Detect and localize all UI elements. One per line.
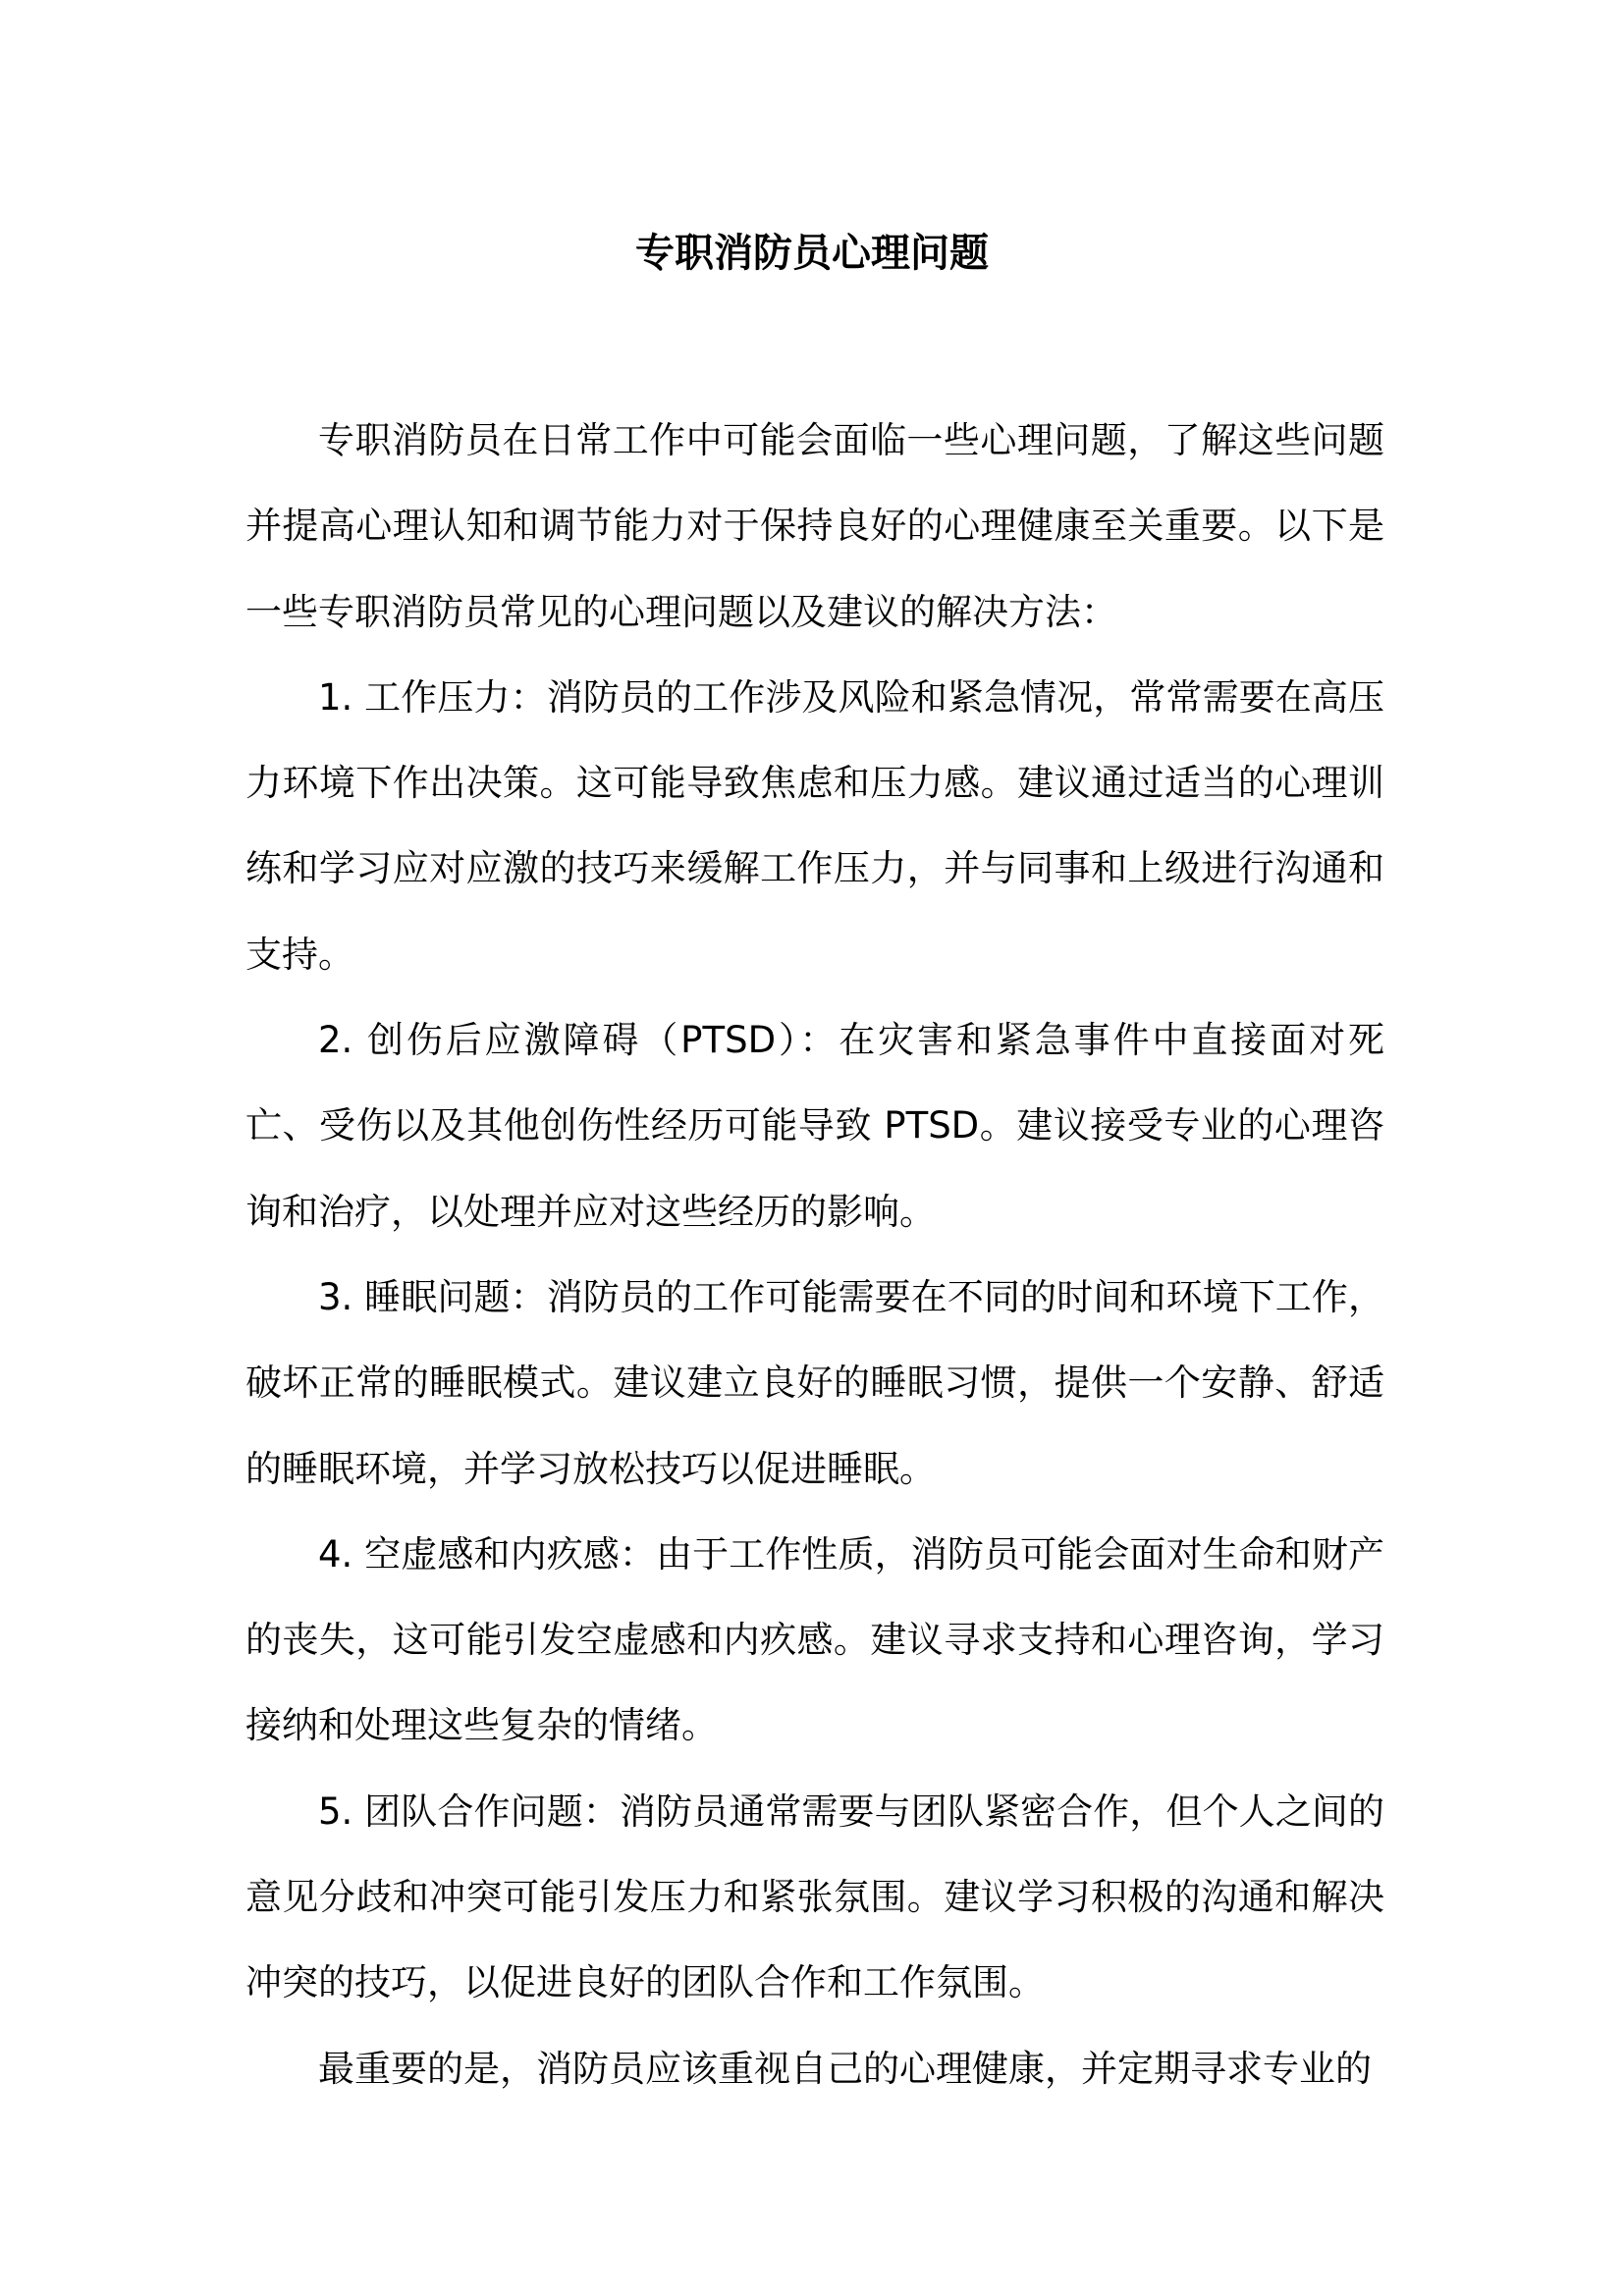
paragraph-item-2: 2. 创伤后应激障碍（PTSD）：在灾害和紧急事件中直接面对死亡、受伤以及其他创伤性经历可能导致 PTSD。建议接受专业的心理咨询和治疗，以处理并应对这些经历的影响。 (245, 1019, 1384, 1233)
paragraph-item-3: 3. 睡眠问题：消防员的工作可能需要在不同的时间和环境下工作，破坏正常的睡眠模式。建议建立良好的睡眠习惯，提供一个安静、舒适的睡眠环境，并学习放松技巧以促进睡眠。 (245, 1275, 1384, 1490)
paragraph-item-4: 4. 空虚感和内疚感：由于工作性质，消防员可能会面对生命和财产的丧失，这可能引发空虚感和内疚感。建议寻求支持和心理咨询，学习接纳和处理这些复杂的情绪。 (245, 1532, 1384, 1747)
paragraph-intro: 专职消防员在日常工作中可能会面临一些心理问题，了解这些问题并提高心理认知和调节能力对于保持良好的心理健康至关重要。以下是一些专职消防员常见的心理问题以及建议的解决方法： (245, 419, 1384, 633)
document-body (245, 398, 1384, 2111)
paragraph-conclusion: 最重要的是，消防员应该重视自己的心理健康，并定期寻求专业的 (318, 2047, 1372, 2090)
page-title: 专职消防员心理问题 (635, 231, 989, 276)
paragraph-item-5: 5. 团队合作问题：消防员通常需要与团队紧密合作，但个人之间的意见分歧和冲突可能引发压力和紧张氛围。建议学习积极的沟通和解决冲突的技巧，以促进良好的团队合作和工作氛围。 (245, 1789, 1384, 2004)
paragraph-item-1: 1. 工作压力：消防员的工作涉及风险和紧急情况，常常需要在高压力环境下作出决策。这可能导致焦虑和压力感。建议通过适当的心理训练和学习应对应激的技巧来缓解工作压力，并与同事和上级进行沟通和支持。 (245, 675, 1384, 976)
